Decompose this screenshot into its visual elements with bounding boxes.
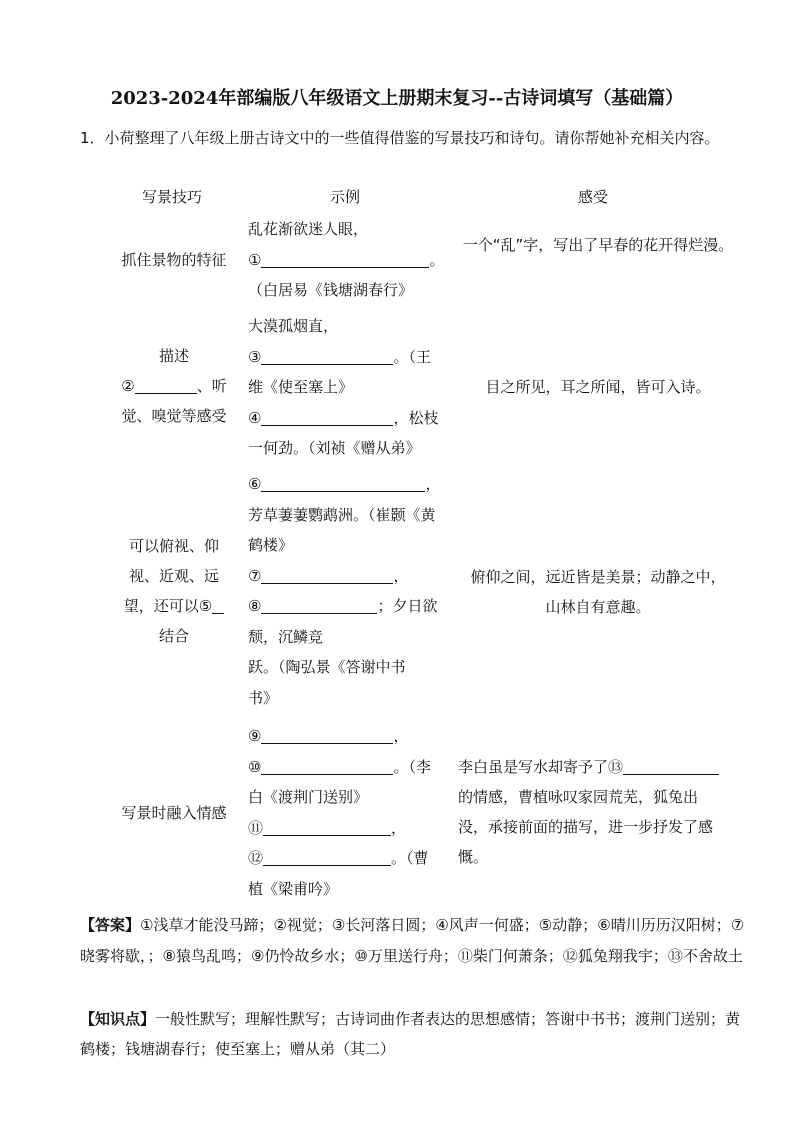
row2-example-line2: [248, 342, 444, 373]
row2-technique-line2: [104, 371, 244, 401]
row3-technique-line3: [104, 591, 244, 621]
row2-feeling: 目之所见，耳之所闻，皆可入诗。: [485, 378, 711, 396]
blank-4[interactable]: [261, 408, 393, 426]
blank-1[interactable]: [261, 250, 429, 268]
blank-marker-7: ⑦: [248, 566, 262, 585]
row4-example-line4: [248, 813, 444, 844]
row3-example-line7: 跃。（陶弘景《答谢中书: [248, 658, 406, 676]
row2-example-line2-end: 。（王: [393, 347, 431, 366]
answer-label: 【答案】: [80, 916, 141, 934]
blank-marker-6: ⑥: [248, 475, 262, 493]
row2-example-line5: 一何劲。（刘祯《赠从弟》: [248, 439, 421, 457]
blank-11[interactable]: [263, 818, 391, 836]
row4-feeling-line3: 没，承接前面的描写，进一步抒发了感: [458, 818, 714, 836]
row2-example-line4: [248, 403, 444, 434]
row3-feeling: [458, 562, 738, 622]
header-feeling: 感受: [578, 188, 609, 206]
row2-technique-line1: 描述: [158, 347, 189, 365]
row4-feeling: [458, 752, 738, 872]
row3-example-line6: 颓，沉鳞竞: [248, 627, 324, 646]
row3-feeling-line2: 山林自有意趣。: [545, 598, 651, 616]
row4-example-line5: [248, 843, 444, 874]
row3-example-line5-end: ；夕日欲: [377, 597, 438, 615]
row1-example-line2-end: 。: [429, 250, 445, 269]
page-title: 2023-2024年部编版八年级语文上册期末复习--古诗词填写（基础篇）: [110, 88, 684, 109]
blank-5[interactable]: [212, 596, 224, 614]
blank-13[interactable]: [623, 757, 719, 775]
row4-example-line3: 白《渡荆门送别》: [248, 788, 369, 806]
row3-technique: [104, 531, 244, 651]
row2-example-line1: 大漠孤烟直，: [248, 317, 339, 335]
blank-2[interactable]: [135, 376, 197, 394]
row4-example-line6: 植《梁甫吟》: [248, 879, 339, 898]
row4-technique: 写景时融入情感: [121, 804, 227, 822]
row2-technique: [104, 341, 244, 431]
answer-section: [80, 910, 748, 972]
blank-12[interactable]: [263, 848, 391, 866]
blank-7[interactable]: [261, 566, 393, 584]
row1-example-line2: [248, 245, 444, 276]
blank-marker-2: ②: [121, 377, 135, 395]
row4-feeling-line1-text: 李白虽是写水却寄予了: [458, 758, 609, 776]
row2-technique-line3: 觉、嗅觉等感受: [121, 407, 227, 425]
knowledge-section: [80, 1004, 748, 1064]
question-text: 1．小荷整理了八年级上册古诗文中的一些值得借鉴的写景技巧和诗句。请你帮她补充相关内容。: [80, 129, 720, 147]
knowledge-label: 【知识点】: [80, 1010, 156, 1028]
row3-example: [248, 469, 444, 713]
row1-example-line1: 乱花渐欲迷人眼，: [248, 220, 369, 238]
blank-10[interactable]: [261, 757, 393, 775]
row4-feeling-line1: [458, 752, 738, 782]
row3-technique-line4: 结合: [158, 627, 189, 645]
knowledge-text: 一般性默写；理解性默写；古诗词曲作者表达的思想感情；答谢中书书；渡荆门送别；黄鹤楼；钱塘湖春行；使至塞上；赠从弟（其二）: [80, 1010, 741, 1058]
row3-technique-line1: 可以俯视、仰: [128, 537, 219, 555]
row1-technique: 抓住景物的特征: [121, 251, 227, 269]
row3-example-line4: [248, 561, 444, 592]
row4-feeling-line2: 的情感，曹植咏叹家园荒芜，狐兔出: [458, 788, 699, 806]
blank-marker-10: ⑩: [248, 757, 262, 776]
header-technique: 写景技巧: [142, 188, 203, 206]
blank-marker-3: ③: [248, 347, 262, 366]
blank-8[interactable]: [261, 596, 377, 614]
row1-feeling: 一个“乱”字，写出了早春的花开得烂漫。: [462, 236, 734, 254]
row3-example-line3: 鹤楼》: [248, 536, 294, 554]
row2-example-line4-end: ，松枝: [393, 408, 439, 427]
blank-9[interactable]: [261, 726, 393, 744]
row4-example-line5-end: 。（曹: [391, 849, 429, 867]
row3-example-line1: [248, 469, 444, 500]
row3-technique-line3-text: 望，还可以⑤: [123, 597, 213, 615]
row2-technique-line2-end: 、听: [196, 377, 227, 395]
blank-marker-4: ④: [248, 408, 262, 427]
row1-example-line3: （白居易《钱塘湖春行》: [248, 281, 414, 299]
blank-marker-11: ⑪: [248, 818, 264, 837]
row3-example-line2: 芳草萋萋鹦鹉洲。（崔颢《黄: [248, 505, 436, 524]
row3-example-line1-end: ，: [425, 475, 441, 493]
row3-example-line8: 书》: [248, 688, 279, 707]
blank-marker-1: ①: [248, 250, 262, 269]
row4-example-line1-end: ，: [393, 727, 409, 745]
row2-example-line3: 维《使至塞上》: [248, 378, 354, 396]
row3-example-line4-end: ，: [393, 566, 409, 585]
answer-text: ①浅草才能没马蹄；②视觉；③长河落日圆；④风声一何盛；⑤动静；⑥晴川历历汉阳树；⑦晓雾将歇，；⑧猿鸟乱鸣；⑨仍怜故乡水；⑩万里送行舟；⑪柴门何萧条；⑫狐兔翔我宇；⑬不舍故土: [80, 916, 745, 965]
header-example: 示例: [330, 188, 361, 206]
row4-example-line1: [248, 721, 444, 752]
row1-example: [248, 214, 444, 306]
blank-3[interactable]: [261, 347, 393, 365]
row4-feeling-line4: 慨。: [458, 848, 489, 866]
row4-example-line4-end: ，: [391, 818, 407, 837]
row4-example-line2-end: 。（李: [393, 757, 431, 776]
blank-marker-9: ⑨: [248, 727, 262, 745]
blank-marker-13: ⑬: [608, 758, 624, 776]
blank-6[interactable]: [261, 474, 425, 492]
row3-feeling-line1: 俯仰之间，远近皆是美景；动静之中，: [470, 568, 726, 586]
blank-marker-12: ⑫: [248, 849, 264, 867]
row3-technique-line2: 视、近观、远: [128, 567, 219, 585]
row3-example-line5: [248, 591, 444, 622]
blank-marker-8: ⑧: [248, 597, 262, 615]
row4-example-line2: [248, 752, 444, 783]
row2-example: [248, 311, 444, 464]
row4-example: [248, 721, 444, 904]
